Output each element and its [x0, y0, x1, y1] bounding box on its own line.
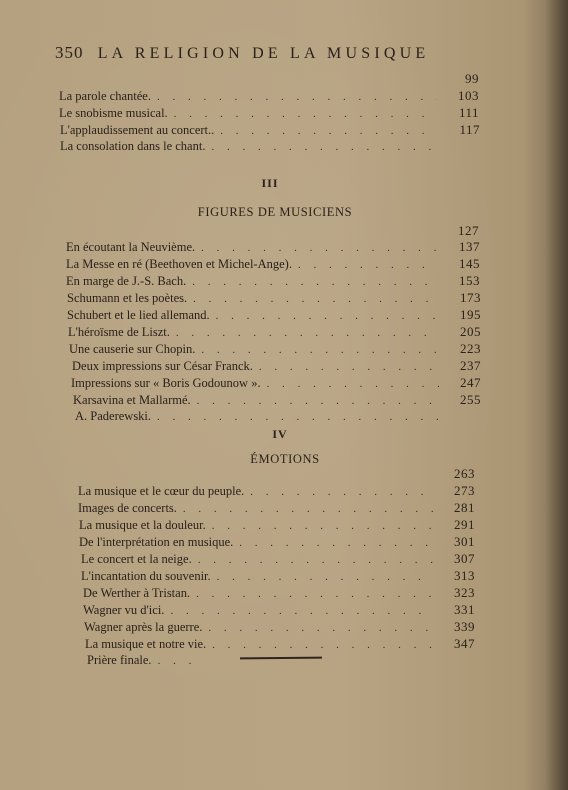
page-number: 350	[55, 43, 84, 62]
toc-entry-page: 153	[459, 273, 480, 288]
toc-entry-page: 339	[454, 619, 475, 634]
toc-entry	[69, 340, 481, 357]
toc-entry-page: 145	[459, 256, 480, 271]
toc-entry	[60, 121, 480, 138]
toc-entry-title: En écoutant la Neuvième.	[66, 240, 196, 254]
toc-entry-title: A. Paderewski.	[75, 409, 152, 423]
toc-entry-page: 291	[454, 517, 475, 532]
section-numeral: IV	[272, 427, 288, 441]
toc-entry	[66, 272, 480, 289]
toc-entry-title: L'héroïsme de Liszt.	[68, 325, 170, 339]
toc-entry	[66, 255, 480, 272]
toc-entry-title: De Werther à Tristan.	[83, 586, 191, 600]
toc-entry	[87, 652, 197, 669]
toc-entry-page: 103	[458, 88, 479, 103]
toc-entry-title: Le concert et la neige.	[81, 552, 192, 566]
toc-entry-title: La musique et la douleur.	[79, 518, 206, 532]
leader-dots	[157, 409, 439, 426]
toc-entry-title: Wagner après la guerre.	[84, 620, 203, 634]
toc-entry-title: La parole chantée.	[59, 89, 151, 103]
toc-entry-title: L'incantation du souvenir.	[81, 569, 211, 583]
toc-entry-page: 247	[460, 375, 481, 390]
toc-entry	[84, 618, 475, 635]
toc-entry-page: 281	[454, 500, 475, 515]
toc-entry-title: La consolation dans le chant.	[60, 139, 206, 153]
toc-entry	[79, 516, 475, 533]
toc-entry	[81, 567, 475, 584]
toc-entry-title: Images de concerts.	[78, 501, 177, 515]
section-heading: ÉMOTIONS	[250, 452, 320, 466]
toc-entry-title: Le snobisme musical.	[59, 106, 168, 120]
toc-entry	[60, 138, 444, 155]
toc-entry-title: La musique et le cœur du peuple.	[78, 484, 245, 498]
toc-entry-title: L'applaudissement au concert..	[60, 123, 215, 137]
toc-entry-page: 331	[454, 602, 475, 617]
toc-entry-title: Prière finale.	[87, 653, 152, 667]
toc-entry-page: 111	[458, 105, 479, 120]
toc-entry-page: 323	[454, 585, 475, 600]
toc-entry-page: 195	[460, 307, 481, 322]
toc-entry	[85, 635, 475, 652]
toc-entry	[78, 482, 475, 499]
toc-entry-page: 117	[459, 122, 480, 137]
toc-entry-title: Deux impressions sur César Franck.	[72, 359, 253, 373]
toc-entry-title: Schubert et le lied allemand.	[67, 308, 210, 322]
toc-entry-title: Wagner vu d'ici.	[83, 603, 165, 617]
toc-entry	[67, 306, 481, 323]
running-title: LA RELIGION DE LA MUSIQUE	[97, 45, 430, 62]
toc-entry-page: 173	[460, 290, 481, 305]
toc-entry	[59, 104, 479, 121]
toc-entry	[73, 391, 481, 408]
toc-entry-page: 273	[454, 483, 475, 498]
toc-entry-page: 347	[454, 636, 475, 651]
toc-section-first-page: 127	[458, 223, 479, 238]
toc-entry-title: La musique et notre vie.	[85, 637, 207, 651]
section-heading: FIGURES DE MUSICIENS	[197, 205, 353, 219]
toc-entry	[68, 323, 481, 340]
closing-rule	[240, 657, 322, 660]
toc-entry-page: 255	[460, 392, 481, 407]
toc-entry-page: 205	[460, 324, 481, 339]
toc-entry	[79, 533, 475, 550]
leader-dots	[211, 139, 438, 156]
toc-entry-page: 301	[454, 534, 475, 549]
toc-entry	[66, 238, 480, 255]
toc-entry-page: 223	[460, 341, 481, 356]
toc-entry	[71, 374, 481, 391]
toc-entry-page: 313	[454, 568, 475, 583]
toc-carry-page: 99	[465, 71, 479, 86]
toc-entry-title: En marge de J.-S. Bach.	[66, 274, 187, 288]
toc-entry	[59, 87, 479, 104]
toc-entry-page: 137	[459, 239, 480, 254]
toc-entry	[78, 499, 475, 516]
leader-dots	[158, 653, 191, 670]
toc-entry-title: Impressions sur « Boris Godounow ».	[71, 376, 261, 390]
toc-entry	[75, 408, 445, 425]
toc-entry	[83, 601, 475, 618]
toc-entry	[83, 584, 475, 601]
toc-entry	[81, 550, 475, 567]
toc-entry-title: Schumann et les poètes.	[67, 291, 188, 305]
leader-dots	[212, 637, 433, 654]
toc-section-first-page: 263	[454, 466, 475, 481]
toc-entry	[72, 357, 481, 374]
toc-entry-title: La Messe en ré (Beethoven et Michel-Ange).	[66, 257, 292, 271]
toc-entry-page: 237	[460, 358, 481, 373]
toc-entry-title: Karsavina et Mallarmé.	[73, 393, 191, 407]
toc-entry-title: Une causerie sur Chopin.	[69, 342, 196, 356]
toc-entry-page: 307	[454, 551, 475, 566]
section-numeral: III	[261, 176, 279, 190]
toc-entry-title: De l'interprétation en musique.	[79, 535, 234, 549]
toc-entry	[67, 289, 481, 306]
